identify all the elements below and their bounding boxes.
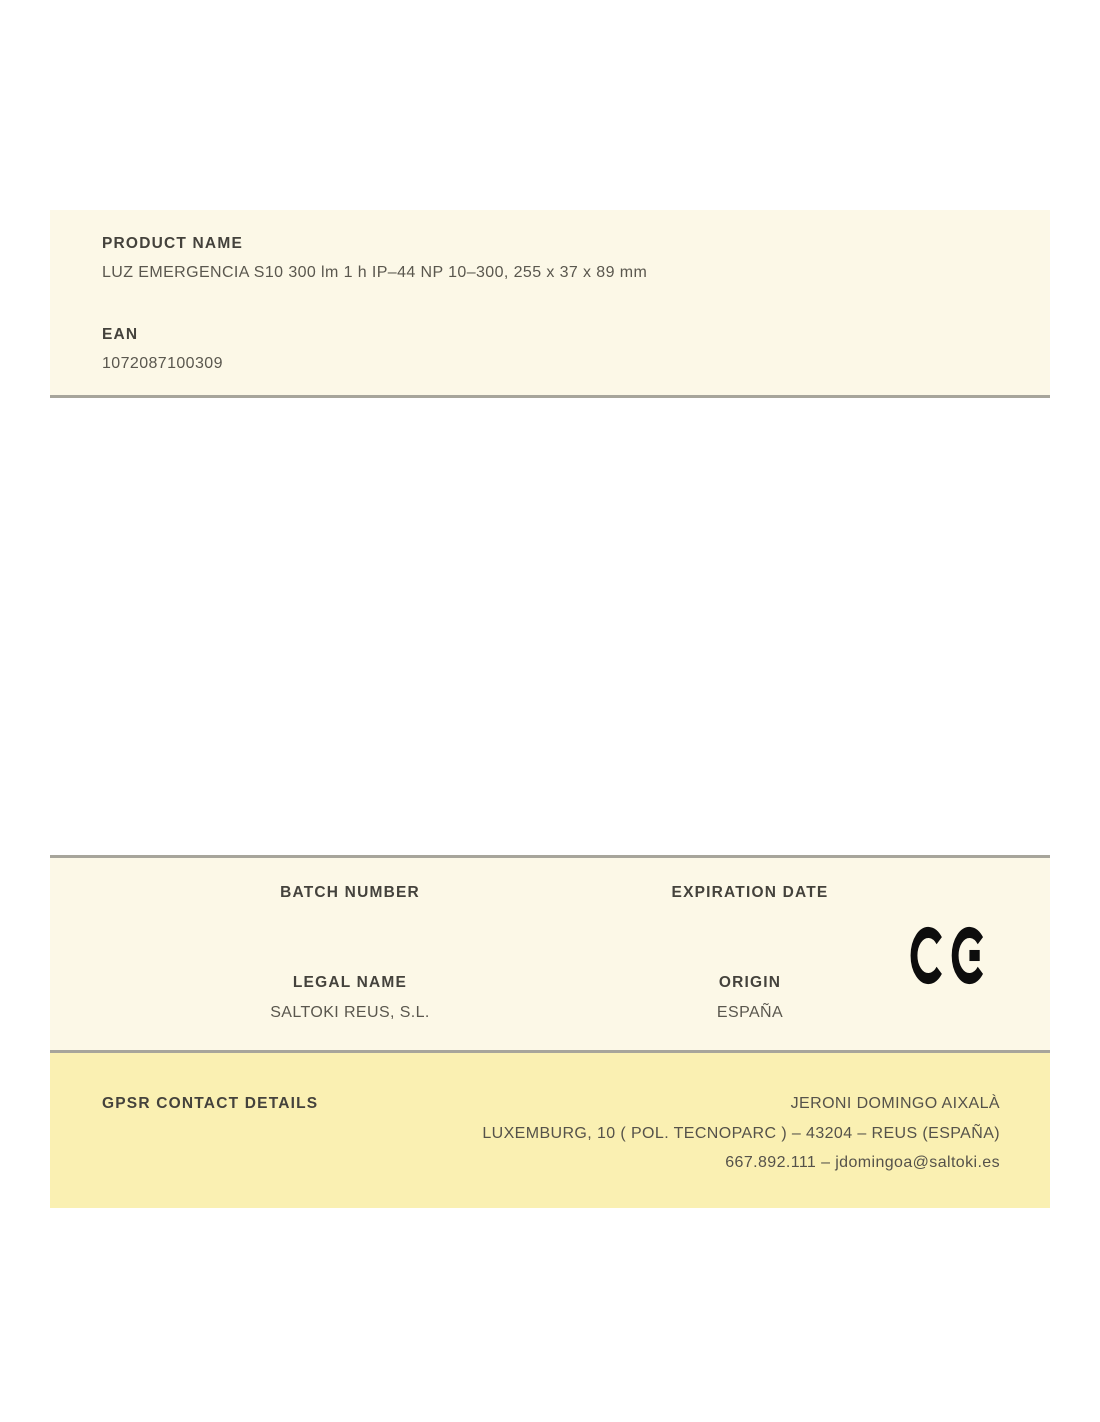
origin-label: ORIGIN [718, 974, 782, 991]
legal-name-value: SALTOKI REUS, S.L. [270, 1004, 430, 1021]
gpsr-contact-address: LUXEMBURG, 10 ( POL. TECNOPARC ) – 43204 – REUS (ESPAÑA) [482, 1124, 1000, 1142]
gpsr-contact-block [482, 1089, 1000, 1178]
product-info-panel [50, 210, 1050, 398]
ean-label: EAN [102, 326, 139, 343]
gpsr-contact-name: JERONI DOMINGO AIXALÀ [790, 1095, 1000, 1112]
ean-value: 1072087100309 [102, 355, 223, 372]
expiration-date-label: EXPIRATION DATE [671, 884, 829, 901]
product-name-value: LUZ EMERGENCIA S10 300 lm 1 h IP–44 NP 10–300, 255 x 37 x 89 mm [102, 264, 648, 281]
batch-number-label: BATCH NUMBER [280, 884, 420, 901]
gpsr-contact-details-label: GPSR CONTACT DETAILS [102, 1095, 319, 1112]
origin-value: ESPAÑA [716, 1004, 784, 1021]
gpsr-contact-panel [50, 1053, 1050, 1208]
ce-marking-icon [910, 926, 990, 985]
gpsr-contact-phone-email: 667.892.111 – jdomingoa@saltoki.es [725, 1154, 1000, 1171]
compliance-info-panel [50, 855, 1050, 1053]
legal-name-label: LEGAL NAME [292, 974, 408, 991]
product-name-label: PRODUCT NAME [102, 235, 243, 252]
